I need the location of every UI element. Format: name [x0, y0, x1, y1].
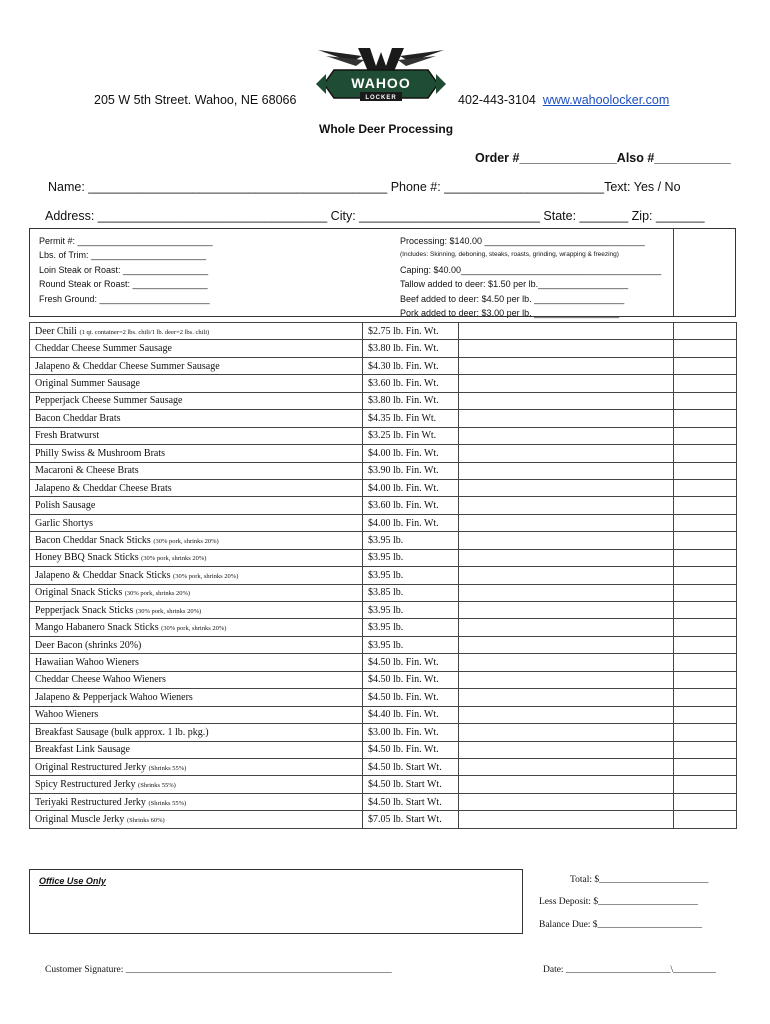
table-row	[30, 340, 737, 357]
item-note: (Shrinks 55%)	[148, 764, 187, 772]
item-quantity-cell[interactable]	[459, 811, 674, 828]
name-phone-text-field[interactable]: Name: ___________________________________________ Phone #: _______________________Text: Yes / No	[48, 180, 681, 194]
item-name: Pepperjack Cheese Summer Sausage	[35, 395, 183, 407]
item-total-cell[interactable]	[674, 323, 737, 340]
item-name: Cheddar Cheese Wahoo Wieners	[35, 674, 166, 686]
loin-steak-field[interactable]: Loin Steak or Roast: _________________	[39, 264, 209, 275]
item-quantity-cell[interactable]	[459, 357, 674, 374]
item-name-cell	[30, 724, 363, 741]
item-total-cell[interactable]	[674, 689, 737, 706]
item-name: Original Restructured Jerky	[35, 761, 147, 773]
item-name: Bacon Cheddar Snack Sticks	[35, 534, 151, 546]
item-total-cell[interactable]	[674, 497, 737, 514]
item-name: Polish Sausage	[35, 500, 96, 512]
item-quantity-cell[interactable]	[459, 445, 674, 462]
item-name-cell	[30, 602, 363, 619]
item-quantity-cell[interactable]	[459, 479, 674, 496]
item-total-cell[interactable]	[674, 758, 737, 775]
item-name-cell	[30, 689, 363, 706]
svg-text:LOCKER: LOCKER	[365, 95, 397, 101]
item-name: Jalapeno & Pepperjack Wahoo Wieners	[35, 691, 193, 703]
item-name-cell	[30, 479, 363, 496]
item-price: $3.80 lb. Fin. Wt.	[363, 340, 459, 357]
item-total-cell[interactable]	[674, 793, 737, 810]
item-name: Original Snack Sticks	[35, 587, 123, 599]
item-name-cell	[30, 340, 363, 357]
item-price: $3.95 lb.	[363, 549, 459, 566]
item-price: $4.00 lb. Fin. Wt.	[363, 445, 459, 462]
item-name-cell	[30, 410, 363, 427]
store-address: 205 W 5th Street. Wahoo, NE 68066	[94, 93, 297, 107]
item-name: Jalapeno & Cheddar Cheese Brats	[35, 482, 172, 494]
item-total-cell[interactable]	[674, 462, 737, 479]
item-note: (30% pork, shrinks 20%)	[153, 537, 219, 545]
item-total-cell[interactable]	[674, 410, 737, 427]
customer-signature-field[interactable]: Customer Signature: ________________________________________________________	[45, 965, 392, 975]
item-quantity-cell[interactable]	[459, 636, 674, 653]
item-price: $4.50 lb. Start Wt.	[363, 776, 459, 793]
table-row	[30, 445, 737, 462]
table-row	[30, 584, 737, 601]
item-note: (Shrinks 55%)	[148, 799, 187, 807]
item-name: Jalapeno & Cheddar Cheese Summer Sausage	[35, 360, 220, 372]
item-name-cell	[30, 532, 363, 549]
item-quantity-cell[interactable]	[459, 410, 674, 427]
item-quantity-cell[interactable]	[459, 340, 674, 357]
table-row	[30, 619, 737, 636]
item-quantity-cell[interactable]	[459, 776, 674, 793]
fresh-ground-field[interactable]: Fresh Ground: ______________________	[39, 293, 210, 304]
item-name: Original Muscle Jerky	[35, 813, 125, 825]
item-name-cell	[30, 584, 363, 601]
item-quantity-cell[interactable]	[459, 758, 674, 775]
trim-field[interactable]: Lbs. of Trim: _______________________	[39, 250, 207, 261]
item-quantity-cell[interactable]	[459, 793, 674, 810]
contact-line	[458, 93, 669, 107]
item-name-cell	[30, 445, 363, 462]
address-city-state-zip-field[interactable]: Address: _________________________________ City: __________________________ State: _______ Zip: _______	[45, 209, 705, 223]
item-name-cell	[30, 462, 363, 479]
item-price: $3.00 lb. Fin. Wt.	[363, 724, 459, 741]
item-price: $7.05 lb. Start Wt.	[363, 811, 459, 828]
item-total-cell[interactable]	[674, 357, 737, 374]
item-name-cell	[30, 811, 363, 828]
table-row	[30, 758, 737, 775]
item-quantity-cell[interactable]	[459, 392, 674, 409]
table-row	[30, 567, 737, 584]
item-quantity-cell[interactable]	[459, 584, 674, 601]
item-name: Breakfast Sausage (bulk approx. 1 lb. pkg.)	[35, 726, 209, 738]
item-price: $4.50 lb. Fin. Wt.	[363, 741, 459, 758]
item-price: $4.50 lb. Fin. Wt.	[363, 671, 459, 688]
beef-field[interactable]: Beef added to deer: $4.50 per lb. __________________	[400, 293, 625, 304]
item-name-cell	[30, 636, 363, 653]
item-note: (30% pork, shrinks 20%)	[124, 590, 191, 598]
item-quantity-cell[interactable]	[459, 532, 674, 549]
item-total-cell[interactable]	[674, 375, 737, 392]
table-row	[30, 654, 737, 671]
item-name: Fresh Bratwurst	[35, 430, 100, 442]
item-name: Macaroni & Cheese Brats	[35, 465, 139, 477]
item-name-cell	[30, 776, 363, 793]
item-note: (Shrinks 60%)	[126, 816, 165, 824]
product-table	[29, 322, 737, 829]
item-name: Breakfast Link Sausage	[35, 744, 130, 756]
office-use-label: Office Use Only	[39, 876, 106, 886]
wahoo-locker-logo	[312, 44, 450, 106]
item-total-cell[interactable]	[674, 706, 737, 723]
item-total-cell[interactable]	[674, 392, 737, 409]
item-total-cell[interactable]	[674, 532, 737, 549]
item-total-cell[interactable]	[674, 724, 737, 741]
item-price: $4.50 lb. Start Wt.	[363, 793, 459, 810]
item-name-cell	[30, 427, 363, 444]
table-row	[30, 323, 737, 340]
item-total-cell[interactable]	[674, 654, 737, 671]
item-note: (Shrinks 55%)	[138, 782, 176, 790]
less-deposit-field[interactable]: Less Deposit: $_____________________	[539, 897, 698, 907]
item-price: $3.95 lb.	[363, 602, 459, 619]
item-name: Deer Bacon (shrinks 20%)	[35, 639, 142, 651]
total-field[interactable]: Total: $_______________________	[570, 875, 709, 885]
item-name-cell	[30, 706, 363, 723]
item-quantity-cell[interactable]	[459, 462, 674, 479]
item-quantity-cell[interactable]	[459, 706, 674, 723]
item-total-cell[interactable]	[674, 340, 737, 357]
item-price: $4.30 lb. Fin. Wt.	[363, 357, 459, 374]
item-total-cell[interactable]	[674, 619, 737, 636]
info-left-column	[39, 234, 213, 306]
item-price: $2.75 lb. Fin. Wt.	[363, 323, 459, 340]
item-total-cell[interactable]	[674, 776, 737, 793]
item-note: (30% pork, shrinks 20%)	[141, 555, 207, 563]
table-row	[30, 357, 737, 374]
form-title: Whole Deer Processing	[319, 122, 454, 136]
item-name-cell	[30, 654, 363, 671]
item-name: Deer Chili	[35, 325, 77, 337]
table-row	[30, 636, 737, 653]
table-row	[30, 497, 737, 514]
item-total-cell[interactable]	[674, 567, 737, 584]
order-number-field[interactable]: Order #______________Also #___________	[475, 151, 731, 165]
item-price: $4.50 lb. Fin. Wt.	[363, 654, 459, 671]
item-total-cell[interactable]	[674, 602, 737, 619]
item-name-cell	[30, 549, 363, 566]
item-name-cell	[30, 793, 363, 810]
table-row	[30, 514, 737, 531]
store-website-link[interactable]: www.wahoolocker.com	[542, 93, 670, 107]
item-total-cell[interactable]	[674, 741, 737, 758]
tallow-field[interactable]: Tallow added to deer: $1.50 per lb.__________________	[400, 279, 629, 290]
item-total-cell[interactable]	[674, 671, 737, 688]
item-name-cell	[30, 619, 363, 636]
item-price: $4.40 lb. Fin. Wt.	[363, 706, 459, 723]
item-quantity-cell[interactable]	[459, 724, 674, 741]
item-price: $4.50 lb. Fin. Wt.	[363, 689, 459, 706]
item-note: (30% pork, shrinks 20%)	[135, 607, 202, 615]
permit-field[interactable]: Permit #: ___________________________	[39, 236, 213, 246]
info-right-column	[400, 234, 661, 320]
item-price: $4.00 lb. Fin. Wt.	[363, 514, 459, 531]
item-quantity-cell[interactable]	[459, 323, 674, 340]
table-row	[30, 741, 737, 758]
item-name: Spicy Restructured Jerky	[35, 779, 136, 791]
item-note: (30% pork, shrinks 20%)	[161, 625, 227, 633]
item-name-cell	[30, 514, 363, 531]
item-name-cell	[30, 357, 363, 374]
item-name: Honey BBQ Snack Sticks	[35, 552, 139, 564]
item-name-cell	[30, 497, 363, 514]
item-quantity-cell[interactable]	[459, 741, 674, 758]
table-row	[30, 602, 737, 619]
item-quantity-cell[interactable]	[459, 497, 674, 514]
table-row	[30, 532, 737, 549]
item-price: $3.95 lb.	[363, 567, 459, 584]
item-total-cell[interactable]	[674, 584, 737, 601]
table-row	[30, 811, 737, 828]
item-quantity-cell[interactable]	[459, 689, 674, 706]
item-name-cell	[30, 741, 363, 758]
item-quantity-cell[interactable]	[459, 619, 674, 636]
item-name-cell	[30, 758, 363, 775]
table-row	[30, 462, 737, 479]
item-name: Original Summer Sausage	[35, 378, 140, 390]
item-quantity-cell[interactable]	[459, 549, 674, 566]
table-row	[30, 671, 737, 688]
item-total-cell[interactable]	[674, 514, 737, 531]
item-quantity-cell[interactable]	[459, 671, 674, 688]
item-name: Cheddar Cheese Summer Sausage	[35, 343, 172, 355]
item-quantity-cell[interactable]	[459, 654, 674, 671]
svg-text:WAHOO: WAHOO	[351, 75, 411, 91]
pork-field[interactable]: Pork added to deer: $3.00 per lb. _________________	[400, 308, 620, 319]
item-total-cell[interactable]	[674, 427, 737, 444]
item-price: $3.90 lb. Fin. Wt.	[363, 462, 459, 479]
item-total-cell[interactable]	[674, 479, 737, 496]
date-field[interactable]: Date: ______________________\_________	[543, 965, 716, 975]
item-price: $4.35 lb. Fin Wt.	[363, 410, 459, 427]
item-name: Garlic Shortys	[35, 517, 94, 529]
table-row	[30, 689, 737, 706]
table-row	[30, 375, 737, 392]
item-quantity-cell[interactable]	[459, 602, 674, 619]
processing-includes-note: (Includes: Skinning, deboning, steaks, roasts, grinding, wrapping & freezing)	[400, 251, 619, 259]
info-box-divider	[673, 229, 674, 316]
item-price: $4.00 lb. Fin. Wt.	[363, 479, 459, 496]
item-total-cell[interactable]	[674, 636, 737, 653]
item-name: Bacon Cheddar Brats	[35, 412, 121, 424]
item-price: $3.60 lb. Fin. Wt.	[363, 497, 459, 514]
item-name-cell	[30, 323, 363, 340]
table-row	[30, 549, 737, 566]
item-name: Mango Habanero Snack Sticks	[35, 622, 159, 634]
table-row	[30, 410, 737, 427]
item-name: Wahoo Wieners	[35, 709, 99, 721]
item-price: $3.25 lb. Fin Wt.	[363, 427, 459, 444]
item-price: $3.95 lb.	[363, 532, 459, 549]
item-quantity-cell[interactable]	[459, 375, 674, 392]
item-price: $3.95 lb.	[363, 636, 459, 653]
item-name: Pepperjack Snack Sticks	[35, 604, 134, 616]
item-name-cell	[30, 567, 363, 584]
item-name: Teriyaki Restructured Jerky	[35, 796, 146, 808]
item-name-cell	[30, 671, 363, 688]
store-phone: 402-443-3104	[458, 93, 536, 107]
item-total-cell[interactable]	[674, 445, 737, 462]
table-row	[30, 427, 737, 444]
item-note: (30% pork, shrinks 20%)	[173, 572, 239, 580]
item-note: (1 qt. container=2 lbs. chili/1 lb. deer=2 lbs. chili)	[79, 328, 210, 336]
item-price: $3.85 lb.	[363, 584, 459, 601]
item-name-cell	[30, 392, 363, 409]
table-row	[30, 776, 737, 793]
item-price: $3.60 lb. Fin. Wt.	[363, 375, 459, 392]
table-row	[30, 706, 737, 723]
item-price: $3.95 lb.	[363, 619, 459, 636]
item-quantity-cell[interactable]	[459, 567, 674, 584]
processing-fee-field[interactable]: Processing: $140.00 ________________________________	[400, 236, 645, 246]
item-price: $3.80 lb. Fin. Wt.	[363, 392, 459, 409]
item-price: $4.50 lb. Start Wt.	[363, 758, 459, 775]
item-name: Philly Swiss & Mushroom Brats	[35, 447, 166, 459]
item-total-cell[interactable]	[674, 549, 737, 566]
item-quantity-cell[interactable]	[459, 514, 674, 531]
table-row	[30, 793, 737, 810]
table-row	[30, 724, 737, 741]
item-name: Hawaiian Wahoo Wieners	[35, 657, 139, 669]
item-name: Jalapeno & Cheddar Snack Sticks	[35, 569, 171, 581]
table-row	[30, 392, 737, 409]
round-steak-field[interactable]: Round Steak or Roast: _______________	[39, 279, 208, 290]
caping-fee-field[interactable]: Caping: $40.00________________________________________	[400, 264, 662, 275]
item-total-cell[interactable]	[674, 811, 737, 828]
item-quantity-cell[interactable]	[459, 427, 674, 444]
table-row	[30, 479, 737, 496]
item-name-cell	[30, 375, 363, 392]
balance-due-field[interactable]: Balance Due: $______________________	[539, 920, 703, 930]
